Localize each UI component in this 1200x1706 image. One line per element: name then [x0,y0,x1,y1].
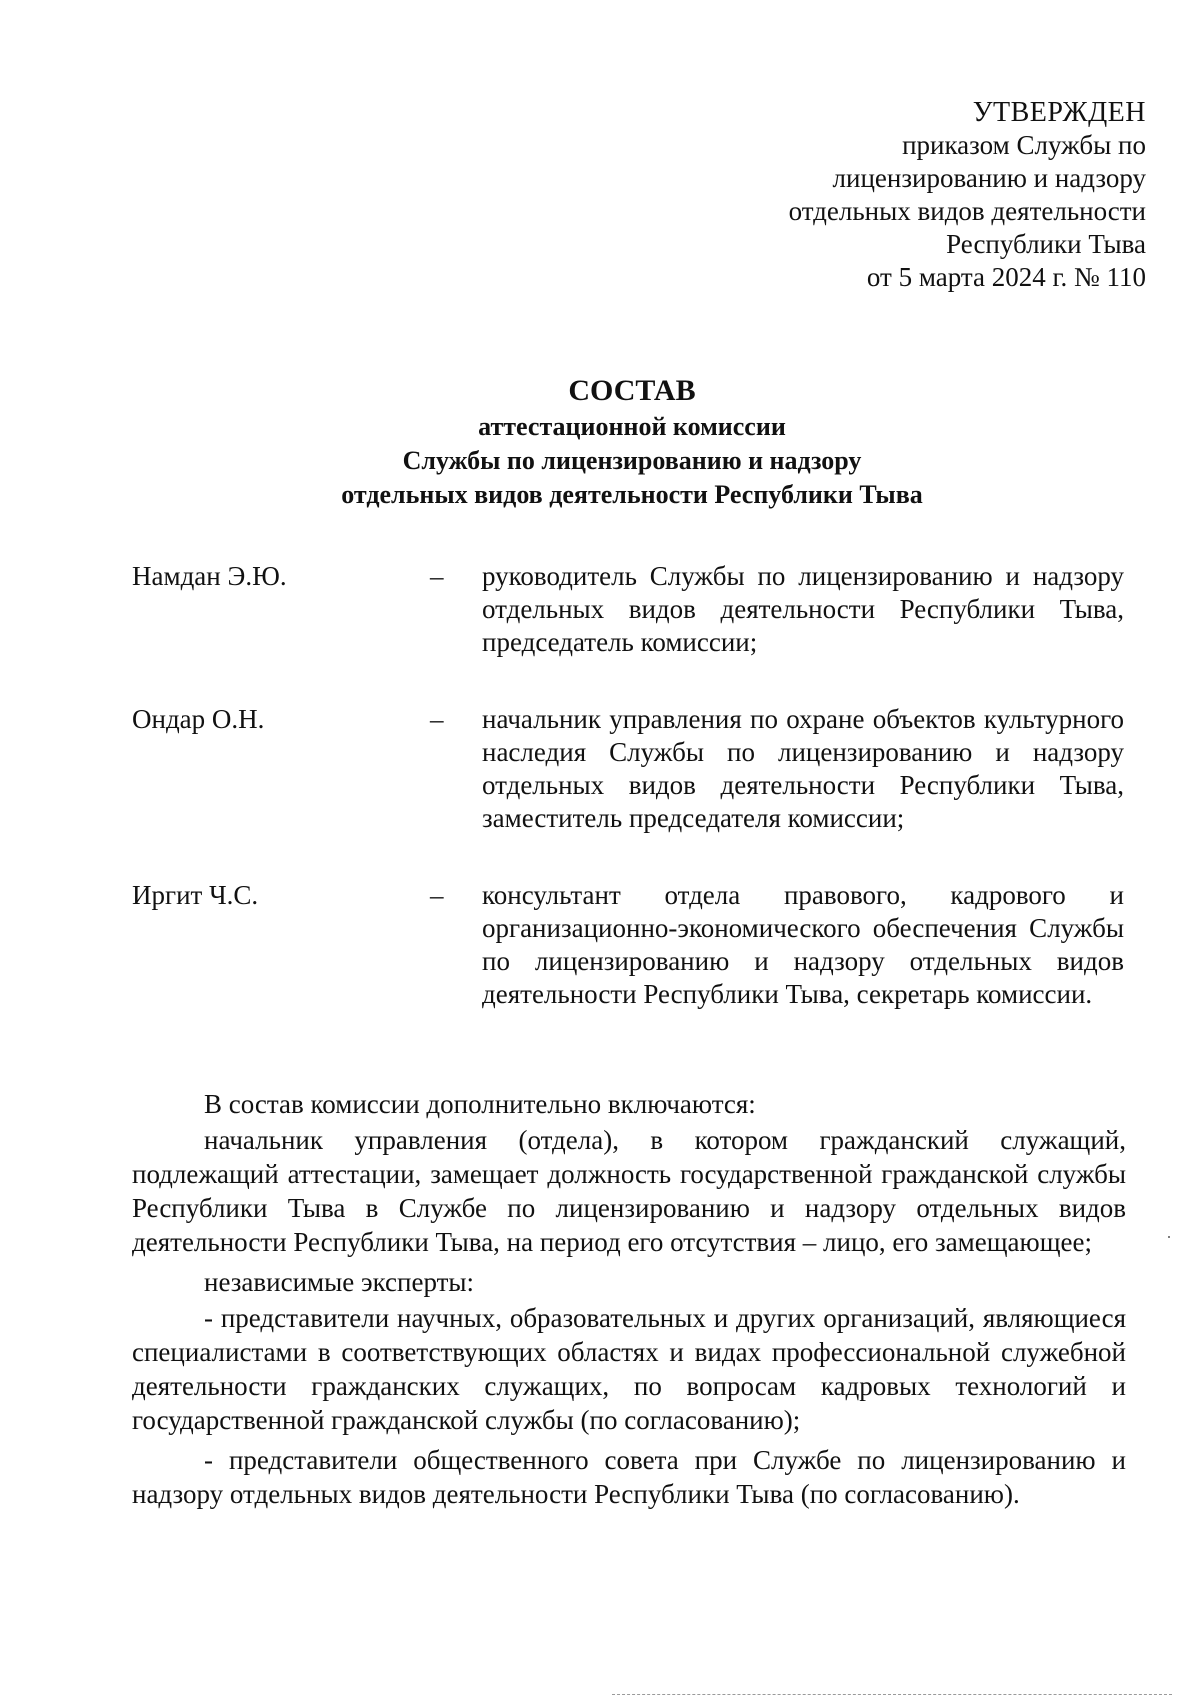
member-role: руководитель Службы по лицензированию и надзору отдельных видов деятельности Республики Тыва, председатель комиссии; [482,561,1124,657]
body-paragraph: независимые эксперты: [204,1267,475,1297]
approval-line: отдельных видов деятельности [788,196,1146,226]
body-paragraph: начальник управления (отдела), в котором гражданский служащий, подлежащий аттестации, замещает должность государственной гражданской службы Республики Тыва в Службе по лицензированию и надзору отдельных видов деятельности Республики Тыва, на период его отсутствия – лицо, его замещающее; [132,1125,1126,1257]
commission-members-list [132,560,1124,1055]
member-dash: – [430,704,444,734]
member-row [132,560,1124,659]
body-paragraph: В состав комиссии дополнительно включаются: [204,1089,756,1119]
member-dash: – [430,561,444,591]
approval-line: Республики Тыва [946,229,1146,259]
scan-speck [1168,1236,1170,1238]
member-row [132,703,1124,835]
body-paragraph: - представители общественного совета при Службе по лицензированию и надзору отдельных видов деятельности Республики Тыва (по согласованию). [132,1445,1126,1509]
member-row [132,879,1124,1011]
approval-heading: УТВЕРЖДЕН [972,97,1146,128]
approval-line: лицензированию и надзору [832,163,1146,193]
additional-members-text [132,1087,1126,1517]
approval-line: приказом Службы по [902,130,1146,160]
document-subtitle-line: Службы по лицензированию и надзору [402,446,862,475]
document-title-block [0,372,1200,512]
member-role: консультант отдела правового, кадрового и организационно-экономического обеспечения Службы по лицензированию и надзору отдельных видов деятельности Республики Тыва, секретарь комиссии. [482,880,1124,1009]
member-role: начальник управления по охране объектов культурного наследия Службы по лицензированию и надзору отдельных видов деятельности Республики Тыва, заместитель председателя комиссии; [482,704,1124,833]
member-name: Намдан Э.Ю. [132,561,287,591]
member-dash: – [430,880,444,910]
document-title: СОСТАВ [568,374,696,407]
scan-edge-line [612,1694,1172,1695]
member-name: Ондар О.Н. [132,704,265,734]
approval-block [626,96,1146,294]
body-paragraph: - представители научных, образовательных и других организаций, являющиеся специалистами в соответствующих областях и видах профессиональной служебной деятельности гражданских служащих, по вопросам кадровых технологий и государственной гражданской службы (по согласованию); [132,1303,1126,1435]
document-subtitle-line: отдельных видов деятельности Республики Тыва [341,480,923,509]
approval-date-number: от 5 марта 2024 г. № 110 [866,262,1146,292]
member-name: Иргит Ч.С. [132,880,259,910]
document-subtitle-line: аттестационной комиссии [478,412,786,441]
